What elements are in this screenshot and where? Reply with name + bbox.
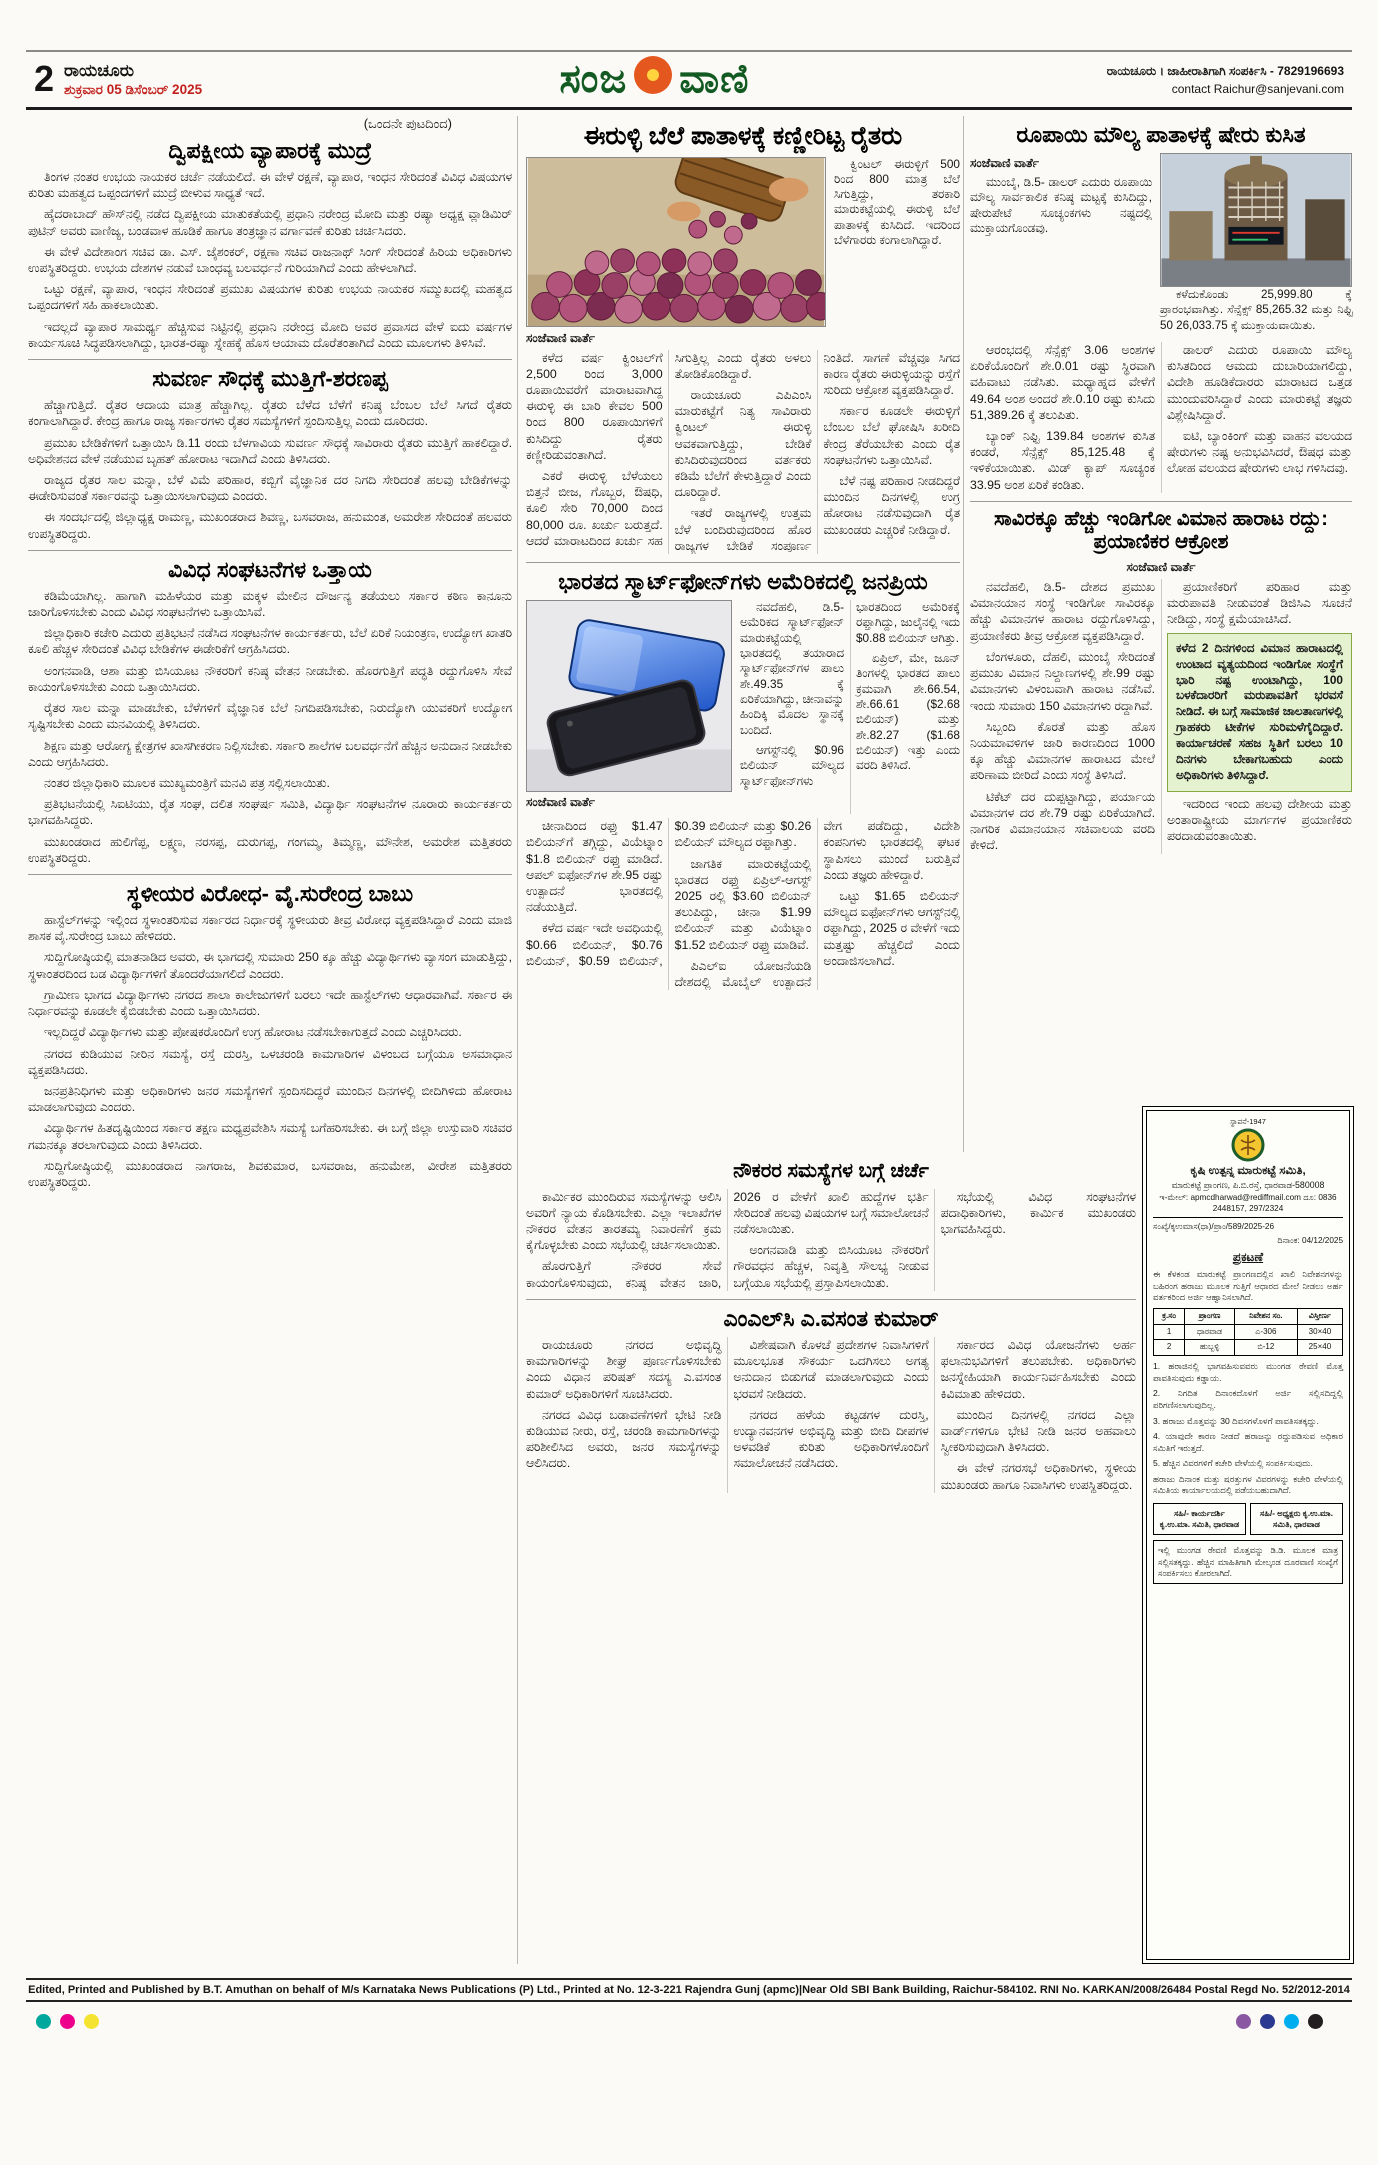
body-paragraph: ರೈತರ ಸಾಲ ಮನ್ನಾ ಮಾಡಬೇಕು, ಬೆಳೆಗಳಿಗೆ ವೈಜ್ಞಾನಿಕ ಬೆಲೆ ನಿಗದಿಪಡಿಸಬೇಕು, ನಿರುದ್ಯೋಗಿ ಯುವಕರಿಗೆ ಉದ್ಯೋಗ ಸೃಷ್ಟಿಸಬೇಕು ಎಂದು ಮನವಿಯಲ್ಲಿ ತಿಳಿಸಿದರು. (28, 701, 512, 732)
article-divider (526, 1299, 1136, 1300)
article-headline: ಸಾವಿರಕ್ಕೂ ಹೆಚ್ಚು ಇಂಡಿಗೋ ವಿಮಾನ ಹಾರಾಟ ರದ್ದು: ಪ್ರಯಾಣಿಕರ ಆಕ್ರೋಶ (994, 507, 1328, 554)
ad-notice-title: ಪ್ರಕಟಣೆ (1232, 1249, 1264, 1264)
article-divider (28, 359, 512, 360)
body-paragraph: ಮುಂದಿನ ದಿನಗಳಲ್ಲಿ ನಗರದ ಎಲ್ಲಾ ವಾರ್ಡ್‌ಗಳಿಗೂ ಭೇಟಿ ನೀಡಿ ಜನರ ಅಹವಾಲು ಸ್ವೀಕರಿಸುವುದಾಗಿ ತಿಳಿಸಿದರು. (940, 1407, 1136, 1455)
article-headline: ಈರುಳ್ಳಿ ಬೆಲೆ ಪಾತಾಳಕ್ಕೆ ಕಣ್ಣೀರಿಟ್ಟ ರೈತರು (583, 122, 903, 150)
body-paragraph: ಇಲ್ಲದಿದ್ದರೆ ವಿದ್ಯಾರ್ಥಿಗಳು ಮತ್ತು ಪೋಷಕರೊಂದಿಗೆ ಉಗ್ರ ಹೋರಾಟ ನಡೆಸಬೇಕಾಗುತ್ತದೆ ಎಂದು ಎಚ್ಚರಿಸಿದರು. (44, 1025, 462, 1040)
rupee-lead-text (970, 153, 1152, 338)
article-mlc-vasanth-kumar (526, 1306, 1136, 1493)
article-smartphones-us (526, 569, 960, 990)
ad-closing-paragraph: ಹರಾಜು ದಿನಾಂಕ ಮತ್ತು ಷರತ್ತುಗಳ ವಿವರಗಳನ್ನು ಕಚೇರಿ ವೇಳೆಯಲ್ಲಿ ಸಮಿತಿಯ ಕಾರ್ಯಾಲಯದಲ್ಲಿ ಪಡೆಯಬಹುದಾಗಿದೆ. (1153, 1473, 1343, 1496)
body-paragraph: ಬೆಳೆ ನಷ್ಟ ಪರಿಹಾರ ನೀಡದಿದ್ದರೆ ಮುಂದಿನ ದಿನಗಳಲ್ಲಿ ಉಗ್ರ ಹೋರಾಟ ನಡೆಸುವುದಾಗಿ ರೈತ ಮುಖಂಡರು ಎಚ್ಚರಿಕೆ ನೀಡಿದ್ದಾರೆ. (823, 474, 960, 537)
table-cell: ಹುಬ್ಬಳ್ಳಿ (1185, 1340, 1235, 1356)
table-header: ಪ್ರಾಂಗಣ (1185, 1308, 1235, 1324)
smartphone-lead-text (740, 600, 960, 814)
black-dot (1308, 2014, 1323, 2029)
body-paragraph: ಪ್ರತಿಭಟನೆಯಲ್ಲಿ ಸಿಐಟಿಯು, ರೈತ ಸಂಘ, ದಲಿತ ಸಂಘರ್ಷ ಸಮಿತಿ, ವಿದ್ಯಾರ್ಥಿ ಸಂಘಟನೆಗಳ ನೂರಾರು ಕಾರ್ಯಕರ್ತರು ಭಾಗವಹಿಸಿದ್ದರು. (28, 797, 512, 828)
body-paragraph: ಇದರಿಂದ ಇಂದು ಹಲವು ದೇಶೀಯ ಮತ್ತು ಅಂತಾರಾಷ್ಟ್ರೀಯ ಮಾರ್ಗಗಳ ಪ್ರಯಾಣಿಕರು ಪರದಾಡುವಂತಾಯಿತು. (1167, 796, 1352, 844)
article-headline: ರೂಪಾಯಿ ಮೌಲ್ಯ ಪಾತಾಳಕ್ಕೆ ಷೇರು ಕುಸಿತ (1016, 122, 1306, 147)
article-local-opposition (28, 881, 512, 1190)
body-paragraph: ಮುಖಂಡರಾದ ಹುಲಿಗೆಪ್ಪ, ಲಕ್ಷ್ಮಣ, ನರಸಪ್ಪ, ದುರುಗಪ್ಪ, ಗಂಗಮ್ಮ, ತಿಮ್ಮಣ್ಣ, ಮೌನೇಶ, ಅಮರೇಶ ಮತ್ತಿತರರು ಉಪಸ್ಥಿತರಿದ್ದರು. (28, 834, 512, 865)
body-paragraph: ಅಂಗನವಾಡಿ ಮತ್ತು ಬಿಸಿಯೂಟ ನೌಕರರಿಗೆ ಗೌರವಧನ ಹೆಚ್ಚಳ, ನಿವೃತ್ತಿ ಸೌಲಭ್ಯ ನೀಡುವ ಬಗ್ಗೆಯೂ ಸಭೆಯಲ್ಲಿ ಪ್ರಸ್ತಾಪಿಸಲಾಯಿತು. (733, 1243, 929, 1290)
body-paragraph: ವಿದ್ಯಾರ್ಥಿಗಳ ಹಿತದೃಷ್ಟಿಯಿಂದ ಸರ್ಕಾರ ತಕ್ಷಣ ಮಧ್ಯಪ್ರವೇಶಿಸಿ ಸಮಸ್ಯೆ ಬಗೆಹರಿಸಬೇಕು. ಈ ಬಗ್ಗೆ ಜಿಲ್ಲಾ ಉಸ್ತುವಾರಿ ಸಚಿವರ ಗಮನಕ್ಕೂ ತರಲಾಗುವುದು ಎಂದು ತಿಳಿಸಿದರು. (28, 1121, 512, 1152)
body-paragraph: ನವದೆಹಲಿ, ಡಿ.5- ದೇಶದ ಪ್ರಮುಖ ವಿಮಾನಯಾನ ಸಂಸ್ಥೆ ಇಂಡಿಗೋ ಸಾವಿರಕ್ಕೂ ಹೆಚ್ಚು ವಿಮಾನಗಳ ಹಾರಾಟ ರದ್ದುಗೊಳಿಸಿದ್ದು, ಪ್ರಯಾಣಿಕರು ತೀವ್ರ ಆಕ್ರೋಶ ವ್ಯಕ್ತಪಡಿಸಿದ್ದಾರೆ. (970, 580, 1155, 643)
body-paragraph: ಟಿಕೆಟ್ ದರ ದುಪ್ಪಟ್ಟಾಗಿದ್ದು, ಪರ್ಯಾಯ ವಿಮಾನಗಳ ದರ ಶೇ.79 ರಷ್ಟು ಏರಿಕೆಯಾಗಿದೆ. ನಾಗರಿಕ ವಿಮಾನಯಾನ ಸಚಿವಾಲಯ ವರದಿ ಕೇಳಿದೆ. (970, 789, 1155, 853)
masthead-logo-icon (632, 54, 674, 106)
article-divider (970, 501, 1352, 502)
contact-email: contact Raichur@sanjevani.com (1171, 81, 1344, 96)
contact-phone-line: ರಾಯಚೂರು । ಜಾಹೀರಾತಿಗಾಗಿ ಸಂಪರ್ಕಿಸಿ - 7829196693 (1106, 63, 1344, 78)
table-row (1154, 1324, 1343, 1340)
ad-term: 1. ಹರಾಜಿನಲ್ಲಿ ಭಾಗವಹಿಸುವವರು ಮುಂಗಡ ಠೇವಣಿ ಮೊತ್ತ ಪಾವತಿಸುವುದು ಕಡ್ಡಾಯ. (1153, 1361, 1343, 1383)
body-paragraph: ಡಾಲರ್ ಎದುರು ರೂಪಾಯಿ ಮೌಲ್ಯ ಕುಸಿತದಿಂದ ಆಮದು ದುಬಾರಿಯಾಗಲಿದ್ದು, ವಿದೇಶಿ ಹೂಡಿಕೆದಾರರು ಮಾರಾಟದ ಒತ್ತಡ ಮುಂದುವರಿಸಿದ್ದಾರೆ ಎಂದು ಮಾರುಕಟ್ಟೆ ತಜ್ಞರು ವಿಶ್ಲೇಷಿಸಿದ್ದಾರೆ. (1167, 342, 1352, 422)
body-paragraph: ಹೆಚ್ಚಾಗುತ್ತಿದೆ. ರೈತರ ಆದಾಯ ಮಾತ್ರ ಹೆಚ್ಚಾಗಿಲ್ಲ. ರೈತರು ಬೆಳೆದ ಬೆಳೆಗೆ ಕನಿಷ್ಠ ಬೆಂಬಲ ಬೆಲೆ ಸಿಗದೆ ರೈತರು ಕಂಗಾಲಾಗಿದ್ದಾರೆ. ಕೇಂದ್ರ ಹಾಗೂ ರಾಜ್ಯ ಸರ್ಕಾರಗಳು ರೈತರ ಸಮಸ್ಯೆಗಳಿಗೆ ಸ್ಪಂದಿಸುತ್ತಿಲ್ಲ ಎಂದು ದೂರಿದರು. (28, 398, 512, 429)
body-paragraph: ಕಳೆದ ವರ್ಷ ಇದೇ ಅವಧಿಯಲ್ಲಿ $0.66 ಬಿಲಿಯನ್, $0.76 ಬಿಲಿಯನ್, $0.59 ಬಿಲಿಯನ್, $0.39 ಬಿಲಿಯನ್ ಮತ್ತು $0.26 ಬಿಲಿಯನ್ ಮೌಲ್ಯದ ರಫ್ತಾಗಿತ್ತು. (526, 819, 812, 968)
body-paragraph: ಹೊರಗುತ್ತಿಗೆ ನೌಕರರ ಸೇವೆ ಕಾಯಂಗೊಳಿಸುವುದು, ಕನಿಷ್ಠ ವೇತನ ಜಾರಿ, 2026 ರ ವೇಳೆಗೆ ಖಾಲಿ ಹುದ್ದೆಗಳ ಭರ್ತಿ ಸೇರಿದಂತೆ ಹಲವು ವಿಷಯಗಳ ಬಗ್ಗೆ ಸಮಾಲೋಚನೆ ನಡೆಸಲಾಯಿತು. (526, 1189, 929, 1290)
body-paragraph: ಕ್ವಿಂಟಲ್ ಈರುಳ್ಳಿಗೆ 500 ರಿಂದ 800 ಮಾತ್ರ ಬೆಲೆ ಸಿಗುತ್ತಿದ್ದು, ತರಕಾರಿ ಮಾರುಕಟ್ಟೆಯಲ್ಲಿ ಈರುಳ್ಳಿ ಬೆಲೆ ಪಾತಾಳಕ್ಕೆ ಕುಸಿದಿದೆ. ಇದರಿಂದ ಬೆಳೆಗಾರರು ಕಂಗಾಲಾಗಿದ್ದಾರೆ. (834, 156, 960, 248)
body-paragraph: ಜಾಗತಿಕ ಮಾರುಕಟ್ಟೆಯಲ್ಲಿ ಭಾರತದ ರಫ್ತು ಏಪ್ರಿಲ್-ಆಗಸ್ಟ್ 2025 ರಲ್ಲಿ $3.60 ಬಿಲಿಯನ್ ತಲುಪಿದ್ದು, ಚೀನಾ $1.99 ಬಿಲಿಯನ್ ಮತ್ತು ವಿಯೆಟ್ನಾಂ $1.52 ಬಿಲಿಯನ್ ರಫ್ತು ಮಾಡಿವೆ. (674, 856, 812, 952)
ad-org-name: ಕೃಷಿ ಉತ್ಪನ್ನ ಮಾರುಕಟ್ಟೆ ಸಮಿತಿ, (1190, 1165, 1306, 1178)
page-number: 2 (34, 58, 55, 100)
ad-term: 3. ಹರಾಜು ಮೊತ್ತವನ್ನು 30 ದಿವಸಗಳೊಳಗೆ ಪಾವತಿಸತಕ್ಕದ್ದು. (1153, 1415, 1319, 1426)
bse-building-photo (1160, 153, 1352, 287)
article-employee-issues (526, 1160, 1136, 1291)
imprint-text: Edited, Printed and Published by B.T. Amuthan on behalf of M/s Karnataka News Publications (P) Ltd., Printed at No. 12-3-221 Rajendra Gunj (apmc)|Near Old SBI Bank Building, Raichur-584102. RNI No. KARKAN/2008/26484 Postal Regd No. 52/2012-2014 (28, 1984, 1350, 1996)
body-paragraph: ಕಡಿಮೆಯಾಗಿಲ್ಲ. ಹಾಗಾಗಿ ಮಹಿಳೆಯರ ಮತ್ತು ಮಕ್ಕಳ ಮೇಲಿನ ದೌರ್ಜನ್ಯ ತಡೆಯಲು ಸರ್ಕಾರ ಕಠಿಣ ಕಾನೂನು ಜಾರಿಗೊಳಿಸಬೇಕು ಎಂದು ವಿವಿಧ ಸಂಘಟನೆಗಳು ಒತ್ತಾಯಿಸಿವೆ. (28, 588, 512, 620)
body-paragraph: ತಿಂಗಳ ನಂತರ ಉಭಯ ನಾಯಕರ ಚರ್ಚೆ ನಡೆಯಲಿದೆ. ಈ ವೇಳೆ ರಕ್ಷಣೆ, ವ್ಯಾಪಾರ, ಇಂಧನ ಸೇರಿದಂತೆ ವಿವಿಧ ವಿಷಯಗಳ ಕುರಿತು ಮಹತ್ವದ ಒಪ್ಪಂದಗಳಿಗೆ ಮುದ್ರೆ ಬೀಳುವ ಸಾಧ್ಯತೆ ಇದೆ. (28, 169, 512, 201)
middle-column (526, 116, 960, 990)
registration-dots-left (36, 2014, 99, 2029)
ad-note-box: ಇಲ್ಲಿ ಮುಂಗಡ ಠೇವಣಿ ಮೊತ್ತವನ್ನು ಡಿ.ಡಿ. ಮೂಲಕ ಮಾತ್ರ ಸಲ್ಲಿಸತಕ್ಕದ್ದು. ಹೆಚ್ಚಿನ ಮಾಹಿತಿಗಾಗಿ ಮೇಲ್ಕಂಡ ದೂರವಾಣಿ ಸಂಖ್ಯೆಗೆ ಸಂಪರ್ಕಿಸಲು ಕೋರಲಾಗಿದೆ. (1153, 1540, 1343, 1584)
edition-city: ರಾಯಚೂರು (64, 61, 135, 81)
ad-term: 5. ಹೆಚ್ಚಿನ ವಿವರಗಳಿಗೆ ಕಚೇರಿ ವೇಳೆಯಲ್ಲಿ ಸಂಪರ್ಕಿಸುವುದು. (1153, 1458, 1313, 1469)
table-cell: ಎ-306 (1234, 1324, 1297, 1340)
ad-term: 4. ಯಾವುದೇ ಕಾರಣ ನೀಡದೆ ಹರಾಜನ್ನು ರದ್ದುಪಡಿಸುವ ಅಧಿಕಾರ ಸಮಿತಿಗೆ ಇರುತ್ತದೆ. (1153, 1431, 1343, 1453)
ad-signature-right: ಸಹಿ/- ಅಧ್ಯಕ್ಷರು ಕೃ.ಉ.ಮಾ. ಸಮಿತಿ, ಧಾರವಾಡ (1250, 1503, 1343, 1535)
masthead-right-text: ವಾಣಿ (679, 57, 750, 101)
body-paragraph: ನಗರದ ಹಳೆಯ ಕಟ್ಟಡಗಳ ದುರಸ್ತಿ, ಉದ್ಯಾನವನಗಳ ಅಭಿವೃದ್ಧಿ ಮತ್ತು ಬೀದಿ ದೀಪಗಳ ಅಳವಡಿಕೆ ಕುರಿತು ಅಧಿಕಾರಿಗಳೊಂದಿಗೆ ಸಮಾಲೋಚನೆ ನಡೆಸಿದರು. (733, 1407, 929, 1471)
cyan-dot (36, 2014, 51, 2029)
table-cell: 30×40 (1297, 1324, 1342, 1340)
ad-established-line: ಸ್ಥಾಪನೆ-1947 (1230, 1117, 1266, 1126)
body-paragraph: ರಾಯಚೂರು ನಗರದ ಅಭಿವೃದ್ಧಿ ಕಾಮಗಾರಿಗಳನ್ನು ಶೀಘ್ರ ಪೂರ್ಣಗೊಳಿಸಬೇಕು ಎಂದು ವಿಧಾನ ಪರಿಷತ್ ಸದಸ್ಯ ಎ.ವಸಂತ ಕುಮಾರ್ ಅಧಿಕಾರಿಗಳಿಗೆ ಸೂಚಿಸಿದರು. (526, 1337, 722, 1401)
body-paragraph: ಇದಲ್ಲದೆ ವ್ಯಾಪಾರ ಸಾಮರ್ಥ್ಯ ಹೆಚ್ಚಿಸುವ ನಿಟ್ಟಿನಲ್ಲಿ ಪ್ರಧಾನಿ ನರೇಂದ್ರ ಮೋದಿ ಅವರ ಪ್ರವಾಸದ ವೇಳೆ ಐದು ವರ್ಷಗಳ ಕಾರ್ಯಸೂಚಿ ಸಿದ್ಧಪಡಿಸಲಾಗಿದ್ದು, ಭಾರತ-ರಷ್ಯಾ ಸ್ನೇಹಕ್ಕೆ ಹೊಸ ಆಯಾಮ ದೊರೆತಂತಾಗಿದೆ ಎಂದು ಮೂಲಗಳು ತಿಳಿಸಿವೆ. (28, 319, 512, 350)
ad-date: ದಿನಾಂಕ: 04/12/2025 (1277, 1235, 1343, 1245)
body-paragraph: ಹಾಸ್ಟೆಲ್‌ಗಳನ್ನು ಇಲ್ಲಿಂದ ಸ್ಥಳಾಂತರಿಸುವ ಸರ್ಕಾರದ ನಿರ್ಧಾರಕ್ಕೆ ಸ್ಥಳೀಯರು ತೀವ್ರ ವಿರೋಧ ವ್ಯಕ್ತಪಡಿಸಿದ್ದಾರೆ ಎಂದು ಮಾಜಿ ಶಾಸಕ ವೈ.ಸುರೇಂದ್ರ ಬಾಬು ಹೇಳಿದರು. (28, 913, 512, 944)
apmc-emblem-icon (1153, 1128, 1343, 1162)
registration-dots-right (1236, 2014, 1323, 2029)
body-paragraph: ಸುದ್ದಿಗೋಷ್ಠಿಯಲ್ಲಿ ಮಾತನಾಡಿದ ಅವರು, ಈ ಭಾಗದಲ್ಲಿ ಸುಮಾರು 250 ಕ್ಕೂ ಹೆಚ್ಚು ವಿದ್ಯಾರ್ಥಿಗಳು ವ್ಯಾಸಂಗ ಮಾಡುತ್ತಿದ್ದು, ಸ್ಥಳಾಂತರದಿಂದ ಬಡ ವಿದ್ಯಾರ್ಥಿಗಳಿಗೆ ತೊಂದರೆಯಾಗಲಿದೆ ಎಂದರು. (28, 950, 512, 981)
body-paragraph: ಬ್ಯಾಂಕ್ ನಿಫ್ಟಿ 139.84 ಅಂಶಗಳ ಕುಸಿತ ಕಂಡರೆ, ಸೆನ್ಸೆಕ್ಸ್ 85,125.48 ಕ್ಕೆ ಇಳಿಕೆಯಾಯಿತು. ಮಿಡ್ ಕ್ಯಾಪ್ ಸೂಚ್ಯಂಕ 33.95 ಅಂಶ ಏರಿಕೆ ಕಂಡಿತು. (970, 428, 1155, 492)
table-header: ನಿವೇಶನ ಸಂ. (1234, 1308, 1297, 1324)
article-headline: ಸ್ಥಳೀಯರ ವಿರೋಧ- ವೈ.ಸುರೇಂದ್ರ ಬಾಬು (126, 881, 414, 907)
body-paragraph: ಏಪ್ರಿಲ್, ಮೇ, ಜೂನ್ ತಿಂಗಳಲ್ಲಿ ಭಾರತದ ಪಾಲು ಕ್ರಮವಾಗಿ ಶೇ.66.54, ಶೇ.66.61 ($2.68 ಬಿಲಿಯನ್) ಮತ್ತು ಶೇ.82.27 ($1.68 ಬಿಲಿಯನ್) ಇತ್ತು ಎಂದು ವರದಿ ತಿಳಿಸಿದೆ. (856, 651, 960, 773)
body-paragraph: ಈ ವೇಳೆ ವಿದೇಶಾಂಗ ಸಚಿವ ಡಾ. ಎಸ್. ಜೈಶಂಕರ್, ರಕ್ಷಣಾ ಸಚಿವ ರಾಜನಾಥ್ ಸಿಂಗ್ ಸೇರಿದಂತೆ ಹಿರಿಯ ಅಧಿಕಾರಿಗಳು ಉಪಸ್ಥಿತರಿದ್ದರು. ಉಭಯ ದೇಶಗಳ ನಡುವೆ ಬಾಂಧವ್ಯ ಬಲವರ್ಧನೆ ಗುರಿಯಾಗಿದೆ ಎಂದು ಹೇಳಲಾಗಿದೆ. (28, 244, 512, 276)
body-paragraph: ಗ್ರಾಮೀಣ ಭಾಗದ ವಿದ್ಯಾರ್ಥಿಗಳು ನಗರದ ಶಾಲಾ ಕಾಲೇಜುಗಳಿಗೆ ಬರಲು ಇದೇ ಹಾಸ್ಟೆಲ್‌ಗಳು ಆಧಾರವಾಗಿವೆ. ಸರ್ಕಾರ ಈ ನಿರ್ಧಾರವನ್ನು ಕೂಡಲೇ ಕೈಬಿಡಬೇಕು ಎಂದು ಒತ್ತಾಯಿಸಿದರು. (28, 987, 512, 1019)
body-paragraph: ಜನಪ್ರತಿನಿಧಿಗಳು ಮತ್ತು ಅಧಿಕಾರಿಗಳು ಜನರ ಸಮಸ್ಯೆಗಳಿಗೆ ಸ್ಪಂದಿಸದಿದ್ದರೆ ಮುಂದಿನ ದಿನಗಳಲ್ಲಿ ಬೀದಿಗಿಳಿದು ಹೋರಾಟ ಮಾಡಲಾಗುವುದು ಎಂದರು. (28, 1084, 512, 1115)
body-paragraph: ಎಕರೆ ಈರುಳ್ಳಿ ಬೆಳೆಯಲು ಬಿತ್ತನೆ ಬೀಜ, ಗೊಬ್ಬರ, ಔಷಧಿ, ಕೂಲಿ ಸೇರಿ 70,000 ದಿಂದ 80,000 ರೂ. ಖರ್ಚು ಬರುತ್ತದೆ. ಆದರೆ ಮಾರಾಟದಿಂದ ಖರ್ಚು ಸಹ ಸಿಗುತ್ತಿಲ್ಲ ಎಂದು ರೈತರು ಅಳಲು ತೋಡಿಕೊಂಡಿದ್ದಾರೆ. (526, 350, 812, 548)
column-rule (963, 116, 964, 1152)
continued-from-note: (ಒಂದನೇ ಪುಟದಿಂದ) (363, 116, 452, 131)
light-blue-dot (1284, 2014, 1299, 2029)
ad-term: 2. ನಿಗದಿತ ದಿನಾಂಕದೊಳಗೆ ಅರ್ಜಿ ಸಲ್ಲಿಸದಿದ್ದಲ್ಲಿ ಪರಿಗಣಿಸಲಾಗುವುದಿಲ್ಲ. (1153, 1388, 1343, 1410)
ad-intro-paragraph: ಈ ಕೆಳಕಂಡ ಮಾರುಕಟ್ಟೆ ಪ್ರಾಂಗಣದಲ್ಲಿನ ಖಾಲಿ ನಿವೇಶನಗಳನ್ನು ಬಹಿರಂಗ ಹರಾಜು ಮೂಲಕ ಗುತ್ತಿಗೆ ಆಧಾರದ ಮೇಲೆ ನೀಡಲು ಅರ್ಹ ವರ್ತಕರಿಂದ ಅರ್ಜಿ ಆಹ್ವಾನಿಸಲಾಗಿದೆ. (1153, 1268, 1343, 1303)
byline: ಸಂಜೆವಾಣಿ ವಾರ್ತೆ (526, 330, 595, 345)
smartphone-photo (526, 600, 732, 792)
body-paragraph: ಸರ್ಕಾರ ಕೂಡಲೇ ಈರುಳ್ಳಿಗೆ ಬೆಂಬಲ ಬೆಲೆ ಘೋಷಿಸಿ ಖರೀದಿ ಕೇಂದ್ರ ತೆರೆಯಬೇಕು ಎಂದು ರೈತ ಸಂಘಟನೆಗಳು ಒತ್ತಾಯಿಸಿವೆ. (823, 404, 960, 467)
ad-plots-table (1153, 1308, 1343, 1356)
table-cell: 2 (1154, 1340, 1185, 1356)
article-headline: ಎಂಎಲ್‌ಸಿ ಎ.ವಸಂತ ಕುಮಾರ್ (723, 1305, 939, 1331)
body-paragraph: ನವದೆಹಲಿ, ಡಿ.5- ಅಮೆರಿಕದ ಸ್ಮಾರ್ಟ್‌ಫೋನ್ ಮಾರುಕಟ್ಟೆಯಲ್ಲಿ ಭಾರತದಲ್ಲಿ ತಯಾರಾದ ಸ್ಮಾರ್ಟ್‌ಫೋನ್‌ಗಳ ಪಾಲು ಶೇ.49.35 ಕ್ಕೆ ಏರಿಕೆಯಾಗಿದ್ದು, ಚೀನಾವನ್ನು ಹಿಂದಿಕ್ಕಿ ಮೊದಲ ಸ್ಥಾನಕ್ಕೆ ಬಂದಿದೆ. (740, 600, 844, 737)
body-paragraph: ಚೀನಾದಿಂದ ರಫ್ತು $1.47 ಬಿಲಿಯನ್‌ಗೆ ತಗ್ಗಿದ್ದು, ವಿಯೆಟ್ನಾಂ $1.8 ಬಿಲಿಯನ್ ರಫ್ತು ಮಾಡಿದೆ. ಆಪಲ್ ಐಫೋನ್‌ಗಳ ಶೇ.95 ರಷ್ಟು ಉತ್ಪಾದನೆ ಭಾರತದಲ್ಲಿ ನಡೆಯುತ್ತಿದೆ. (526, 819, 663, 915)
article-suvarna-soudha (28, 366, 512, 542)
body-paragraph: ಪ್ರಮುಖ ಬೇಡಿಕೆಗಳಿಗೆ ಒತ್ತಾಯಿಸಿ ಡಿ.11 ರಂದು ಬೆಳಗಾವಿಯ ಸುವರ್ಣ ಸೌಧಕ್ಕೆ ಸಾವಿರಾರು ರೈತರು ಮುತ್ತಿಗೆ ಹಾಕಲಿದ್ದಾರೆ. ಅಧಿವೇಶನದ ವೇಳೆ ನಡೆಯುವ ಬೃಹತ್ ಹೋರಾಟ ಇದಾಗಿದೆ ಎಂದು ತಿಳಿಸಿದರು. (28, 435, 512, 466)
body-paragraph: ಈ ಸಂದರ್ಭದಲ್ಲಿ ಜಿಲ್ಲಾಧ್ಯಕ್ಷ ರಾಮಣ್ಣ, ಮುಖಂಡರಾದ ಶಿವಣ್ಣ, ಬಸವರಾಜ, ಹನುಮಂತ, ಅಮರೇಶ ಸೇರಿದಂತೆ ಹಲವರು ಉಪಸ್ಥಿತರಿದ್ದರು. (28, 510, 512, 541)
ad-address: ಮಾರುಕಟ್ಟೆ ಪ್ರಾಂಗಣ, ಪಿ.ಬಿ.ರಸ್ತೆ, ಧಾರವಾಡ-580008 (1171, 1179, 1325, 1190)
table-header: ಕ್ರ.ಸಂ (1154, 1308, 1185, 1324)
body-paragraph: ನಗರದ ವಿವಿಧ ಬಡಾವಣೆಗಳಿಗೆ ಭೇಟಿ ನೀಡಿ ಕುಡಿಯುವ ನೀರು, ರಸ್ತೆ, ಚರಂಡಿ ಕಾಮಗಾರಿಗಳನ್ನು ಪರಿಶೀಲಿಸಿದ ಅವರು, ಜನರ ಸಮಸ್ಯೆಗಳನ್ನು ಆಲಿಸಿದರು. (526, 1407, 722, 1471)
body-paragraph: ಹೈದರಾಬಾದ್ ಹೌಸ್‌ನಲ್ಲಿ ನಡೆದ ದ್ವಿಪಕ್ಷೀಯ ಮಾತುಕತೆಯಲ್ಲಿ ಪ್ರಧಾನಿ ನರೇಂದ್ರ ಮೋದಿ ಮತ್ತು ರಷ್ಯಾ ಅಧ್ಯಕ್ಷ ವ್ಲಾಡಿಮಿರ್ ಪುಟಿನ್ ಅವರು ವಾಣಿಜ್ಯ, ಬಂಡವಾಳ ಹೂಡಿಕೆ ಹಾಗೂ ತಂತ್ರಜ್ಞಾನ ವರ್ಗಾವಣೆ ಕುರಿತು ಚರ್ಚಿಸಿದರು. (28, 207, 512, 238)
body-paragraph: ವಿಶೇಷವಾಗಿ ಕೊಳಚೆ ಪ್ರದೇಶಗಳ ನಿವಾಸಿಗಳಿಗೆ ಮೂಲಭೂತ ಸೌಕರ್ಯ ಒದಗಿಸಲು ಅಗತ್ಯ ಅನುದಾನ ಬಿಡುಗಡೆ ಮಾಡಲಾಗುವುದು ಎಂದು ಭರವಸೆ ನೀಡಿದರು. (733, 1337, 929, 1401)
body-paragraph: ಐಟಿ, ಬ್ಯಾಂಕಿಂಗ್ ಮತ್ತು ವಾಹನ ವಲಯದ ಷೇರುಗಳು ನಷ್ಟ ಅನುಭವಿಸಿದರೆ, ಔಷಧ ಮತ್ತು ಲೋಹ ವಲಯದ ಷೇರುಗಳು ಲಾಭ ಗಳಿಸಿದವು. (1167, 428, 1352, 476)
article-headline: ನೌಕರರ ಸಮಸ್ಯೆಗಳ ಬಗ್ಗೆ ಚರ್ಚೆ (733, 1160, 929, 1182)
body-paragraph: ಬೆಂಗಳೂರು, ದೆಹಲಿ, ಮುಂಬೈ ಸೇರಿದಂತೆ ಪ್ರಮುಖ ವಿಮಾನ ನಿಲ್ದಾಣಗಳಲ್ಲಿ ಶೇ.99 ರಷ್ಟು ವಿಮಾನಗಳು ವಿಳಂಬವಾಗಿ ಹಾರಾಟ ನಡೆಸಿವೆ. ಇಂದು ಸುಮಾರು 150 ವಿಮಾನಗಳು ರದ್ದಾಗಿವೆ. (970, 649, 1155, 713)
onion-side-text (834, 157, 960, 327)
purple-dot (1236, 2014, 1251, 2029)
byline: ಸಂಜೆವಾಣಿ ವಾರ್ತೆ (526, 795, 595, 810)
table-header: ವಿಸ್ತೀರ್ಣ (1297, 1308, 1342, 1324)
byline: ಸಂಜೆವಾಣಿ ವಾರ್ತೆ (970, 155, 1039, 170)
body-paragraph: ಪ್ರಯಾಣಿಕರಿಗೆ ಪರಿಹಾರ ಮತ್ತು ಮರುಪಾವತಿ ನೀಡುವಂತೆ ಡಿಜಿಸಿಎ ಸೂಚನೆ ನೀಡಿದ್ದು, ಸಂಸ್ಥೆ ಕ್ಷಮೆಯಾಚಿಸಿದೆ. (1167, 580, 1352, 627)
article-divider (526, 562, 960, 563)
body-paragraph: ರಾಯಚೂರು ಎಪಿಎಂಸಿ ಮಾರುಕಟ್ಟೆಗೆ ನಿತ್ಯ ಸಾವಿರಾರು ಕ್ವಿಂಟಲ್ ಈರುಳ್ಳಿ ಆವಕವಾಗುತ್ತಿದ್ದು, ಬೇಡಿಕೆ ಕುಸಿದಿರುವುದರಿಂದ ವರ್ತಕರು ಕಡಿಮೆ ಬೆಲೆಗೆ ಕೇಳುತ್ತಿದ್ದಾರೆ ಎಂದು ದೂರಿದ್ದಾರೆ. (674, 387, 812, 500)
body-paragraph: ಆರಂಭದಲ್ಲಿ ಸೆನ್ಸೆಕ್ಸ್ 3.06 ಅಂಶಗಳ ಏರಿಕೆಯೊಂದಿಗೆ ಶೇ.0.01 ರಷ್ಟು ಸ್ಥಿರವಾಗಿ ವಹಿವಾಟು ನಡೆಸಿತು. ಮಧ್ಯಾಹ್ನದ ವೇಳೆಗೆ 49.64 ಅಂಶ ಅಂದರೆ ಶೇ.0.10 ರಷ್ಟು ಕುಸಿದು 51,389.26 ಕ್ಕೆ ತಲುಪಿತು. (970, 342, 1155, 422)
column-rule (517, 116, 518, 1964)
body-paragraph: ಕಾರ್ಮಿಕರ ಮುಂದಿರುವ ಸಮಸ್ಯೆಗಳನ್ನು ಆಲಿಸಿ ಅವರಿಗೆ ನ್ಯಾಯ ಕೊಡಿಸಬೇಕು. ಎಲ್ಲಾ ಇಲಾಖೆಗಳ ನೌಕರರ ವೇತನ ತಾರತಮ್ಯ ನಿವಾರಣೆಗೆ ಕ್ರಮ ಕೈಗೊಳ್ಳಬೇಕು ಎಂದು ಸಭೆಯಲ್ಲಿ ಚರ್ಚಿಸಲಾಯಿತು. (526, 1189, 722, 1253)
highlight-box: ಕಳೆದ 2 ದಿನಗಳಿಂದ ವಿಮಾನ ಹಾರಾಟದಲ್ಲಿ ಉಂಟಾದ ವ್ಯತ್ಯಯದಿಂದ ಇಂಡಿಗೋ ಸಂಸ್ಥೆಗೆ ಭಾರಿ ನಷ್ಟ ಉಂಟಾಗಿದ್ದು, 100 ಬಳಕೆದಾರರಿಗೆ ಮರುಪಾವತಿಗೆ ಭರವಸೆ ನೀಡಿದೆ. ಈ ಬಗ್ಗೆ ಸಾಮಾಜಿಕ ಜಾಲತಾಣಗಳಲ್ಲಿ ಗ್ರಾಹಕರು ಟೀಕೆಗಳ ಸುರಿಮಳೆಗೈದಿದ್ದಾರೆ. ಕಾರ್ಯಾಚರಣೆ ಸಹಜ ಸ್ಥಿತಿಗೆ ಬರಲು 10 ದಿನಗಳು ಬೇಕಾಗಬಹುದು ಎಂದು ಅಧಿಕಾರಿಗಳು ತಿಳಿಸಿದ್ದಾರೆ. (1167, 633, 1352, 792)
body-paragraph: ನಂತರ ಜಿಲ್ಲಾಧಿಕಾರಿ ಮೂಲಕ ಮುಖ್ಯಮಂತ್ರಿಗೆ ಮನವಿ ಪತ್ರ ಸಲ್ಲಿಸಲಾಯಿತು. (44, 775, 330, 790)
right-column (970, 116, 1352, 854)
body-paragraph: ಸಿಬ್ಬಂದಿ ಕೊರತೆ ಮತ್ತು ಹೊಸ ನಿಯಮಾವಳಿಗಳ ಜಾರಿ ಕಾರಣದಿಂದ 1000 ಕ್ಕೂ ಹೆಚ್ಚು ವಿಮಾನಗಳ ಹಾರಾಟದ ಮೇಲೆ ಪರಿಣಾಮ ಬೀರಿದೆ ಎಂದು ಸಂಸ್ಥೆ ತಿಳಿಸಿದೆ. (970, 719, 1155, 783)
article-rupee-stocks (970, 122, 1352, 493)
edition-date: ಶುಕ್ರವಾರ 05 ಡಿಸೆಂಬರ್ 2025 (64, 81, 203, 97)
body-paragraph: ಕಳೆದುಕೊಂಡು 25,999.80 ಕ್ಕೆ ಪ್ರಾರಂಭವಾಗಿತ್ತು. ಸೆನ್ಸೆಕ್ಸ್ 85,265.32 ಮತ್ತು ನಿಫ್ಟಿ 50 26,033.75 ಕ್ಕೆ ಮುಕ್ತಾಯವಾಯಿತು. (1160, 287, 1352, 332)
table-cell: 25×40 (1297, 1340, 1342, 1356)
body-paragraph: ಸರ್ಕಾರದ ವಿವಿಧ ಯೋಜನೆಗಳು ಅರ್ಹ ಫಲಾನುಭವಿಗಳಿಗೆ ತಲುಪಬೇಕು. ಅಧಿಕಾರಿಗಳು ಜನಸ್ನೇಹಿಯಾಗಿ ಕಾರ್ಯನಿರ್ವಹಿಸಬೇಕು ಎಂದು ಕಿವಿಮಾತು ಹೇಳಿದರು. (940, 1337, 1136, 1401)
table-cell: ಧಾರವಾಡ (1185, 1324, 1235, 1340)
article-onion-prices (526, 122, 960, 554)
table-cell: ಬಿ-12 (1234, 1340, 1297, 1356)
body-paragraph: ಆಗಸ್ಟ್‌ನಲ್ಲಿ $0.96 ಬಿಲಿಯನ್ ಮೌಲ್ಯದ ಸ್ಮಾರ್ಟ್‌ಫೋನ್‌ಗಳು ಭಾರತದಿಂದ ಅಮೆರಿಕಕ್ಕೆ ರಫ್ತಾಗಿದ್ದು, ಜುಲೈನಲ್ಲಿ ಇದು $0.88 ಬಿಲಿಯನ್ ಆಗಿತ್ತು. (740, 600, 960, 788)
body-paragraph: ಜಿಲ್ಲಾಧಿಕಾರಿ ಕಚೇರಿ ಎದುರು ಪ್ರತಿಭಟನೆ ನಡೆಸಿದ ಸಂಘಟನೆಗಳ ಕಾರ್ಯಕರ್ತರು, ಬೆಲೆ ಏರಿಕೆ ನಿಯಂತ್ರಣ, ಉದ್ಯೋಗ ಖಾತರಿ ಕೂಲಿ ಹೆಚ್ಚಳ ಸೇರಿದಂತೆ ವಿವಿಧ ಬೇಡಿಕೆಗಳ ಈಡೇರಿಕೆಗೆ ಆಗ್ರಹಿಸಿದರು. (28, 626, 512, 657)
body-paragraph: ಈ ವೇಳೆ ನಗರಸಭೆ ಅಧಿಕಾರಿಗಳು, ಸ್ಥಳೀಯ ಮುಖಂಡರು ಹಾಗೂ ನಿವಾಸಿಗಳು ಉಪಸ್ಥಿತರಿದ್ದರು. (940, 1461, 1136, 1492)
apmc-notice-ad (1142, 1106, 1354, 1964)
body-paragraph: ಸುದ್ದಿಗೋಷ್ಠಿಯಲ್ಲಿ ಮುಖಂಡರಾದ ನಾಗರಾಜ, ಶಿವಕುಮಾರ, ಬಸವರಾಜ, ಹನುಮೇಶ, ವೀರೇಶ ಮತ್ತಿತರರು ಉಪಸ್ಥಿತರಿದ್ದರು. (28, 1158, 512, 1190)
header-contact (1107, 62, 1344, 98)
article-divider (28, 874, 512, 875)
article-headline: ವಿವಿಧ ಸಂಘಟನೆಗಳ ಒತ್ತಾಯ (168, 556, 372, 582)
byline: ಸಂಜೆವಾಣಿ ವಾರ್ತೆ (1126, 560, 1196, 574)
article-organizations-demand (28, 557, 512, 866)
article-bilateral-trade (28, 138, 512, 351)
imprint-footer (26, 1978, 1352, 2002)
body-paragraph: ಕಳೆದ ವರ್ಷ ಕ್ವಿಂಟಲ್‌ಗೆ 2,500 ರಿಂದ 3,000 ರೂಪಾಯಿವರೆಗೆ ಮಾರಾಟವಾಗಿದ್ದ ಈರುಳ್ಳಿ ಈ ಬಾರಿ ಕೇವಲ 500 ರಿಂದ 800 ರೂಪಾಯಿಗಳಿಗೆ ಕುಸಿದಿದ್ದು ರೈತರು ಕಣ್ಣೀರಿಡುವಂತಾಗಿದೆ. (526, 350, 663, 462)
masthead-left-text: ಸಂಜ (559, 57, 628, 101)
magenta-dot (60, 2014, 75, 2029)
body-paragraph: ಪಿಎಲ್‌ಐ ಯೋಜನೆಯಡಿ ದೇಶದಲ್ಲಿ ಮೊಬೈಲ್ ಉತ್ಪಾದನೆ ವೇಗ ಪಡೆದಿದ್ದು, ವಿದೇಶಿ ಕಂಪನಿಗಳು ಭಾರತದಲ್ಲಿ ಘಟಕ ಸ್ಥಾಪಿಸಲು ಮುಂದೆ ಬರುತ್ತಿವೆ ಎಂದು ತಜ್ಞರು ಹೇಳಿದ್ದಾರೆ. (674, 819, 960, 990)
article-indigo-cancellations (970, 508, 1352, 854)
article-headline: ಭಾರತದ ಸ್ಮಾರ್ಟ್‌ಫೋನ್‌ಗಳು ಅಮೆರಿಕದಲ್ಲಿ ಜನಪ್ರಿಯ (558, 569, 928, 595)
ad-reference-number: ಸಂಖ್ಯೆ/ಕೃಉಮಾಸ(ಧಾ)/ಪ್ರಾಂ/589/2025-26 (1153, 1221, 1275, 1231)
body-paragraph: ಒಟ್ಟು $1.65 ಬಿಲಿಯನ್ ಮೌಲ್ಯದ ಐಫೋನ್‌ಗಳು ಆಗಸ್ಟ್‌ನಲ್ಲಿ ರಫ್ತಾಗಿದ್ದು, 2025 ರ ವೇಳೆಗೆ ಇದು ಮತ್ತಷ್ಟು ಹೆಚ್ಚಲಿದೆ ಎಂದು ಅಂದಾಜಿಸಲಾಗಿದೆ. (823, 888, 960, 968)
ad-contact-line: ಇ-ಮೇಲ್: apmcdharwad@rediffmail.com ದೂ: 0836 2448157, 297/2324 (1153, 1192, 1343, 1218)
onion-photo (526, 157, 826, 327)
masthead (559, 54, 749, 106)
article-divider (28, 550, 512, 551)
body-paragraph: ಅಂಗನವಾಡಿ, ಆಶಾ ಮತ್ತು ಬಿಸಿಯೂಟ ನೌಕರರಿಗೆ ಕನಿಷ್ಠ ವೇತನ ನೀಡಬೇಕು. ಹೊರಗುತ್ತಿಗೆ ಪದ್ಧತಿ ರದ್ದುಗೊಳಿಸಿ ಸೇವೆ ಕಾಯಂಗೊಳಿಸಬೇಕು ಎಂದು ಒತ್ತಾಯಿಸಿದರು. (28, 663, 512, 694)
table-row (1154, 1340, 1343, 1356)
header-left (34, 58, 203, 100)
article-headline: ದ್ವಿಪಕ್ಷೀಯ ವ್ಯಾಪಾರಕ್ಕೆ ಮುದ್ರೆ (168, 138, 372, 163)
ad-signature-left: ಸಹಿ/- ಕಾರ್ಯದರ್ಶಿ ಕೃ.ಉ.ಮಾ. ಸಮಿತಿ, ಧಾರವಾಡ (1153, 1503, 1246, 1535)
article-headline: ಸುವರ್ಣ ಸೌಧಕ್ಕೆ ಮುತ್ತಿಗೆ-ಶರಣಪ್ಪ (152, 366, 388, 392)
left-column (28, 116, 512, 1195)
bottom-middle-section (526, 1154, 1136, 1493)
blue-dot (1260, 2014, 1275, 2029)
body-paragraph: ಇತರೆ ರಾಜ್ಯಗಳಲ್ಲಿ ಉತ್ತಮ ಬೆಳೆ ಬಂದಿರುವುದರಿಂದ ಹೊರ ರಾಜ್ಯಗಳ ಬೇಡಿಕೆ ಸಂಪೂರ್ಣ ನಿಂತಿದೆ. ಸಾಗಣೆ ವೆಚ್ಚವೂ ಸಿಗದ ಕಾರಣ ರೈತರು ಈರುಳ್ಳಿಯನ್ನು ರಸ್ತೆಗೆ ಸುರಿದು ಆಕ್ರೋಶ ವ್ಯಕ್ತಪಡಿಸಿದ್ದಾರೆ. (674, 350, 960, 553)
yellow-dot (84, 2014, 99, 2029)
body-paragraph: ರಾಜ್ಯದ ರೈತರ ಸಾಲ ಮನ್ನಾ, ಬೆಳೆ ವಿಮೆ ಪರಿಹಾರ, ಕಬ್ಬಿಗೆ ವೈಜ್ಞಾನಿಕ ದರ ನಿಗದಿ ಸೇರಿದಂತೆ ಹಲವು ಬೇಡಿಕೆಗಳನ್ನು ಈಡೇರಿಸುವಂತೆ ಸರ್ಕಾರವನ್ನು ಒತ್ತಾಯಿಸಲಾಗುವುದು ಎಂದರು. (28, 472, 512, 504)
body-paragraph: ಶಿಕ್ಷಣ ಮತ್ತು ಆರೋಗ್ಯ ಕ್ಷೇತ್ರಗಳ ಖಾಸಗೀಕರಣ ನಿಲ್ಲಿಸಬೇಕು. ಸರ್ಕಾರಿ ಶಾಲೆಗಳ ಬಲವರ್ಧನೆಗೆ ಹೆಚ್ಚಿನ ಅನುದಾನ ನೀಡಬೇಕು ಎಂದು ಆಗ್ರಹಿಸಿದರು. (28, 738, 512, 769)
body-paragraph: ಒಟ್ಟು ರಕ್ಷಣೆ, ವ್ಯಾಪಾರ, ಇಂಧನ ಸೇರಿದಂತೆ ಪ್ರಮುಖ ವಿಷಯಗಳ ಕುರಿತು ಉಭಯ ನಾಯಕರ ಸಮ್ಮುಖದಲ್ಲಿ ಮಹತ್ವದ ಒಪ್ಪಂದಗಳಿಗೆ ಸಹಿ ಹಾಕಲಾಯಿತು. (28, 282, 512, 313)
body-paragraph: ನಗರದ ಕುಡಿಯುವ ನೀರಿನ ಸಮಸ್ಯೆ, ರಸ್ತೆ ದುರಸ್ತಿ, ಒಳಚರಂಡಿ ಕಾಮಗಾರಿಗಳ ವಿಳಂಬದ ಬಗ್ಗೆಯೂ ಅಸಮಾಧಾನ ವ್ಯಕ್ತಪಡಿಸಿದರು. (28, 1046, 512, 1077)
table-cell: 1 (1154, 1324, 1185, 1340)
body-paragraph: ಮುಂಬೈ, ಡಿ.5- ಡಾಲರ್ ಎದುರು ರೂಪಾಯಿ ಮೌಲ್ಯ ಸಾರ್ವಕಾಲಿಕ ಕನಿಷ್ಠ ಮಟ್ಟಕ್ಕೆ ಕುಸಿದಿದ್ದು, ಷೇರುಪೇಟೆ ಸೂಚ್ಯಂಕಗಳು ನಷ್ಟದಲ್ಲಿ ಮುಕ್ತಾಯಗೊಂಡವು. (970, 174, 1152, 235)
page-header (26, 50, 1352, 110)
body-paragraph: ಸಭೆಯಲ್ಲಿ ವಿವಿಧ ಸಂಘಟನೆಗಳ ಪದಾಧಿಕಾರಿಗಳು, ಕಾರ್ಮಿಕ ಮುಖಂಡರು ಭಾಗವಹಿಸಿದ್ದರು. (940, 1189, 1136, 1237)
